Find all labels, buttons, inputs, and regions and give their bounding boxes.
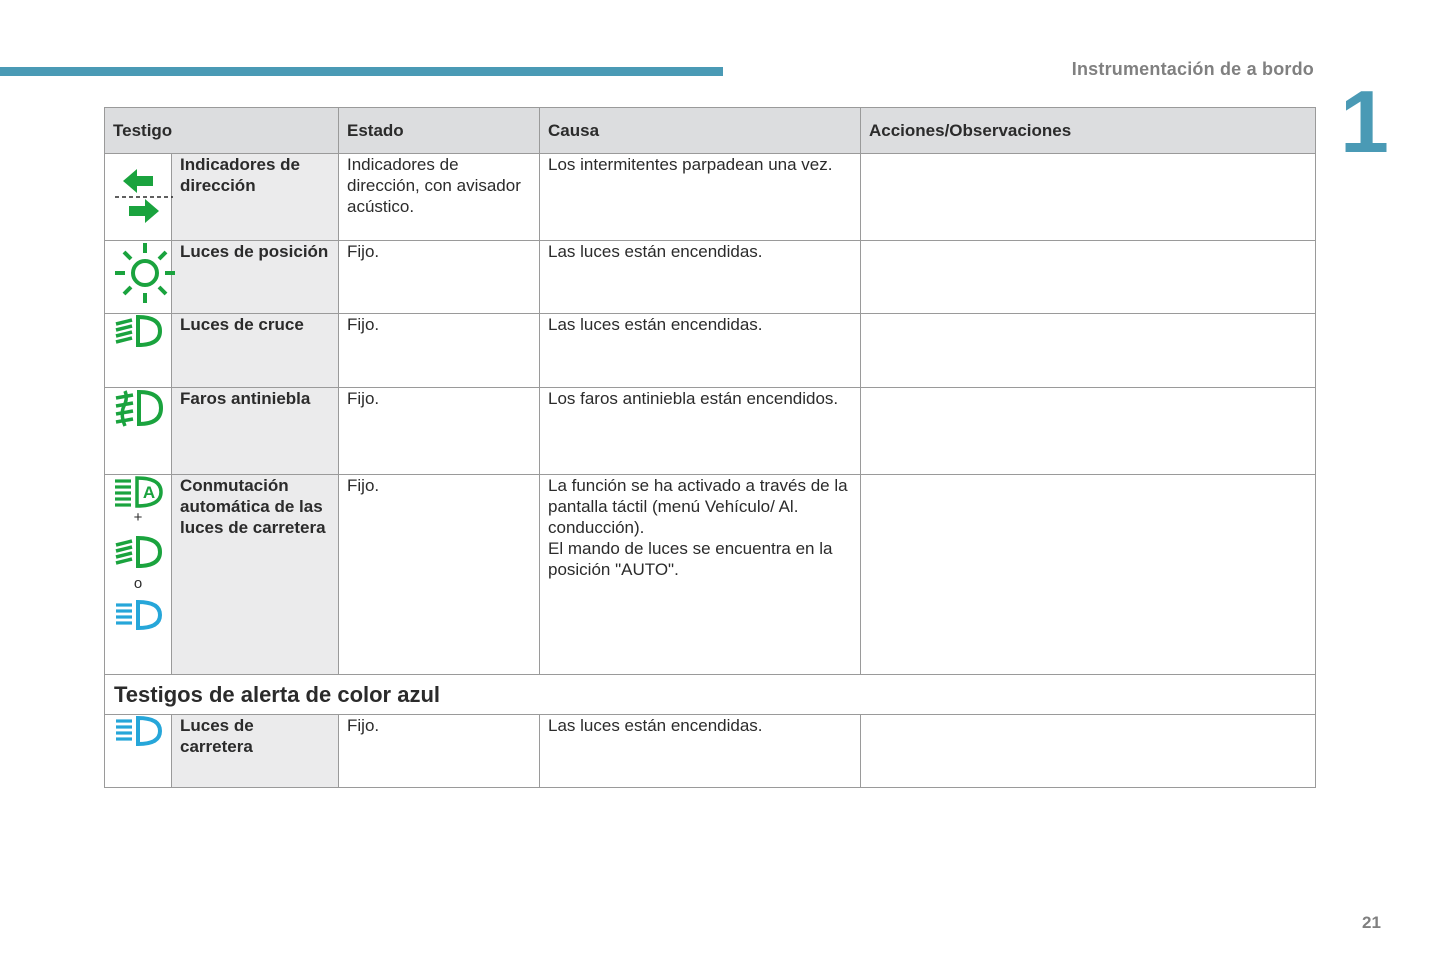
lamp-acciones bbox=[861, 314, 1316, 388]
lamp-acciones bbox=[861, 715, 1316, 788]
lamp-name: Luces de cruce bbox=[172, 314, 339, 388]
lamp-name: Indicadores de dirección bbox=[172, 154, 339, 241]
column-header-testigo: Testigo bbox=[105, 108, 339, 154]
section-row bbox=[105, 675, 1316, 715]
lamp-acciones bbox=[861, 241, 1316, 314]
lamp-estado: Fijo. bbox=[339, 314, 540, 388]
lamp-estado: Indicadores de dirección, con avisador acústico. bbox=[339, 154, 540, 241]
warning-lamps-table bbox=[104, 107, 1316, 788]
table-row bbox=[105, 388, 1316, 475]
column-header-causa: Causa bbox=[540, 108, 861, 154]
dipped-beam-icon bbox=[105, 314, 172, 388]
lamp-acciones bbox=[861, 475, 1316, 675]
section-title: Instrumentación de a bordo bbox=[1071, 59, 1314, 79]
sidelights-icon bbox=[105, 241, 172, 314]
header-accent-bar bbox=[0, 67, 723, 76]
lamp-causa: Las luces están encendidas. bbox=[540, 314, 861, 388]
table-row bbox=[105, 154, 1316, 241]
table-row bbox=[105, 314, 1316, 388]
table-row bbox=[105, 241, 1316, 314]
svg-text:A: A bbox=[142, 483, 156, 502]
page-number: 21 bbox=[1362, 913, 1381, 932]
turn-indicators-icon bbox=[105, 154, 172, 241]
blue-lamps-heading: Testigos de alerta de color azul bbox=[105, 675, 1316, 715]
dipped-beam-icon bbox=[114, 535, 162, 569]
lamp-estado: Fijo. bbox=[339, 388, 540, 475]
plus-separator: + bbox=[133, 509, 143, 526]
lamp-estado: Fijo. bbox=[339, 241, 540, 314]
lamp-name: Luces de carretera bbox=[172, 715, 339, 788]
lamp-name: Luces de posición bbox=[172, 241, 339, 314]
lamp-acciones bbox=[861, 154, 1316, 241]
lamp-causa: Los faros antiniebla están encendidos. bbox=[540, 388, 861, 475]
lamp-acciones bbox=[861, 388, 1316, 475]
front-fog-icon bbox=[105, 388, 172, 475]
column-header-acciones: Acciones/Observaciones bbox=[861, 108, 1316, 154]
table-row bbox=[105, 475, 1316, 675]
main-beam-icon bbox=[105, 715, 172, 788]
lamp-causa: Las luces están encendidas. bbox=[540, 241, 861, 314]
table-row bbox=[105, 715, 1316, 788]
column-header-estado: Estado bbox=[339, 108, 540, 154]
lamp-causa: Las luces están encendidas. bbox=[540, 715, 861, 788]
lamp-estado: Fijo. bbox=[339, 715, 540, 788]
lamp-causa: La función se ha activado a través de la pantalla táctil (menú Vehículo/ Al. conducción). El mando de luces se encuentra en la posición "AUTO". bbox=[540, 475, 861, 675]
or-separator: o bbox=[133, 575, 143, 592]
auto-high-beam-icon bbox=[113, 475, 163, 509]
auto-high-beam-cell bbox=[105, 475, 172, 675]
lamp-name: Faros antiniebla bbox=[172, 388, 339, 475]
lamp-causa: Los intermitentes parpadean una vez. bbox=[540, 154, 861, 241]
main-beam-icon bbox=[114, 599, 162, 631]
lamp-name: Conmutación automática de las luces de carretera bbox=[172, 475, 339, 675]
lamp-estado: Fijo. bbox=[339, 475, 540, 675]
table-header bbox=[105, 108, 1316, 154]
chapter-number: 1 bbox=[1340, 72, 1389, 171]
